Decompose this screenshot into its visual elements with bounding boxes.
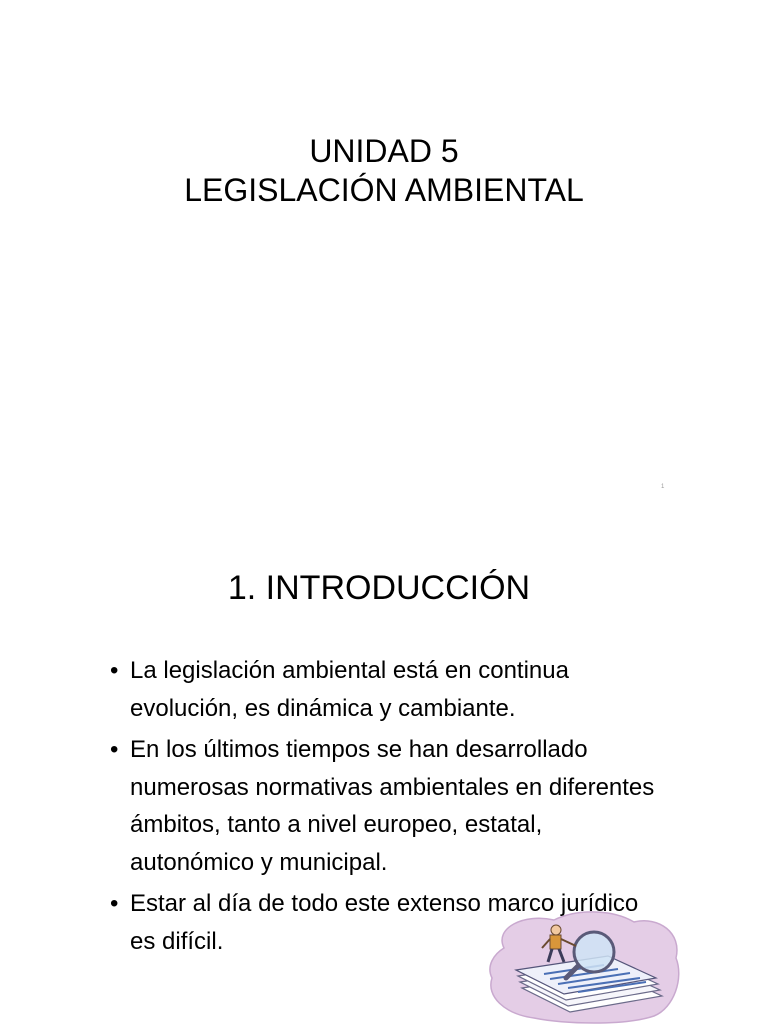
unit-title: UNIDAD 5 bbox=[309, 133, 459, 169]
bullet-item bbox=[110, 652, 670, 727]
magnifier-documents-icon bbox=[484, 908, 684, 1024]
slide-introduction bbox=[0, 512, 768, 1024]
bullet-marker: • bbox=[110, 657, 119, 684]
section-heading: 1. INTRODUCCIÓN bbox=[227, 569, 531, 607]
bullet-text: En los últimos tiempos se han desarrollado numerosas normativas ambientales en diferentes ámbitos, tanto a nivel europeo, estatal, autonómico y municipal. bbox=[130, 736, 655, 876]
bullet-item bbox=[110, 731, 670, 881]
unit-subtitle: LEGISLACIÓN AMBIENTAL bbox=[184, 172, 584, 208]
bullet-text: Estar al día de todo este extenso marco jurídico es difícil. bbox=[130, 890, 639, 955]
bullet-text: La legislación ambiental está en continua evolución, es dinámica y cambiante. bbox=[130, 657, 569, 722]
page-number: 1 bbox=[661, 484, 665, 490]
bullet-marker: • bbox=[110, 736, 119, 763]
bullet-marker: • bbox=[110, 890, 119, 917]
slide-title-block bbox=[0, 132, 768, 210]
